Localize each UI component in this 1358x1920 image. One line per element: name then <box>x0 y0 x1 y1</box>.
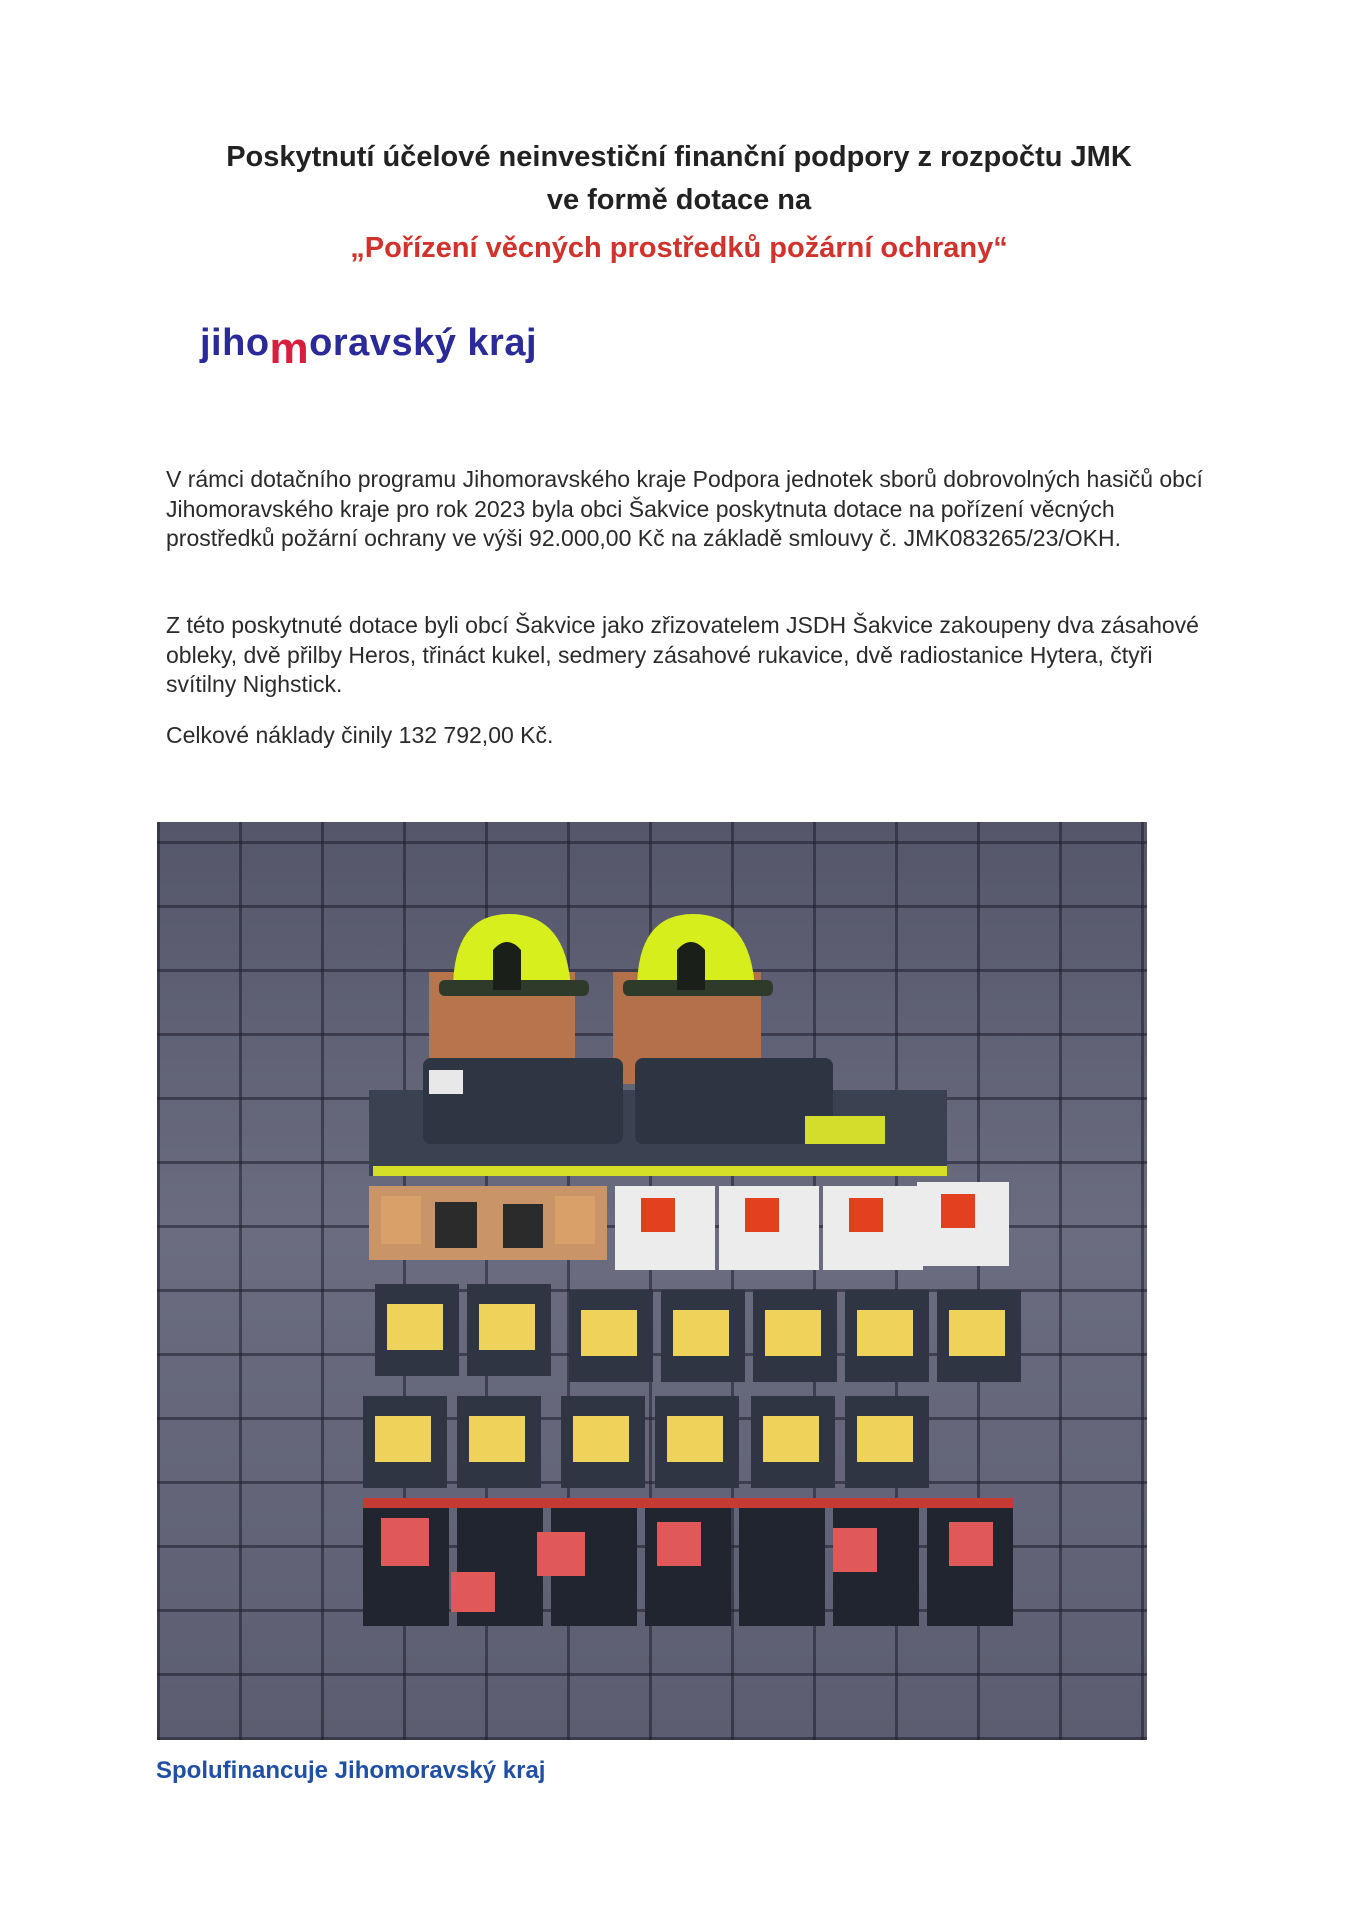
paragraph-total-cost: Celkové náklady činily 132 792,00 Kč. <box>166 722 554 748</box>
equipment-photo <box>157 822 1147 1740</box>
project-subtitle: „Pořízení věcných prostředků požární ochrany“ <box>350 232 1008 264</box>
balaclava-packs <box>363 1284 1021 1488</box>
flashlight-boxes <box>615 1182 1009 1270</box>
logo-text-part1: jiho <box>200 322 270 364</box>
fire-suit-folded <box>369 1058 947 1176</box>
logo-text-accent: m <box>269 324 310 373</box>
title-line-2: ve formě dotace na <box>546 184 812 216</box>
helmet-icon-right <box>623 914 773 996</box>
helmet-icon-left <box>439 914 589 996</box>
glove-packs <box>363 1498 1013 1626</box>
jmk-logo <box>200 316 538 373</box>
logo-text-part2: oravský kraj <box>309 322 538 364</box>
paragraph-purchases: Z této poskytnuté dotace byli obcí Šakvice jako zřizovatelem JSDH Šakvice zakoupeny dva zásahové obleky, dvě přilby Heros, třináct kukel, sedmery zásahové rukavice, dvě radiostanice Hytera, čtyři svítilny Nighstick. <box>166 612 1199 697</box>
radio-set <box>369 1186 607 1260</box>
paragraph-grant-info: V rámci dotačního programu Jihomoravského kraje Podpora jednotek sborů dobrovolných hasičů obcí Jihomoravského kraje pro rok 2023 byla obci Šakvice poskytnuta dotace na pořízení věcných prostředků požární ochrany ve výši 92.000,00 Kč na základě smlouvy č. JMK083265/23/OKH. <box>166 466 1203 551</box>
title-line-1: Poskytnutí účelové neinvestiční finanční podpory z rozpočtu JMK <box>226 141 1132 173</box>
equipment-illustration <box>157 822 1147 1740</box>
document-title <box>0 136 1358 222</box>
cofinancing-note: Spolufinancuje Jihomoravský kraj <box>156 1757 546 1784</box>
